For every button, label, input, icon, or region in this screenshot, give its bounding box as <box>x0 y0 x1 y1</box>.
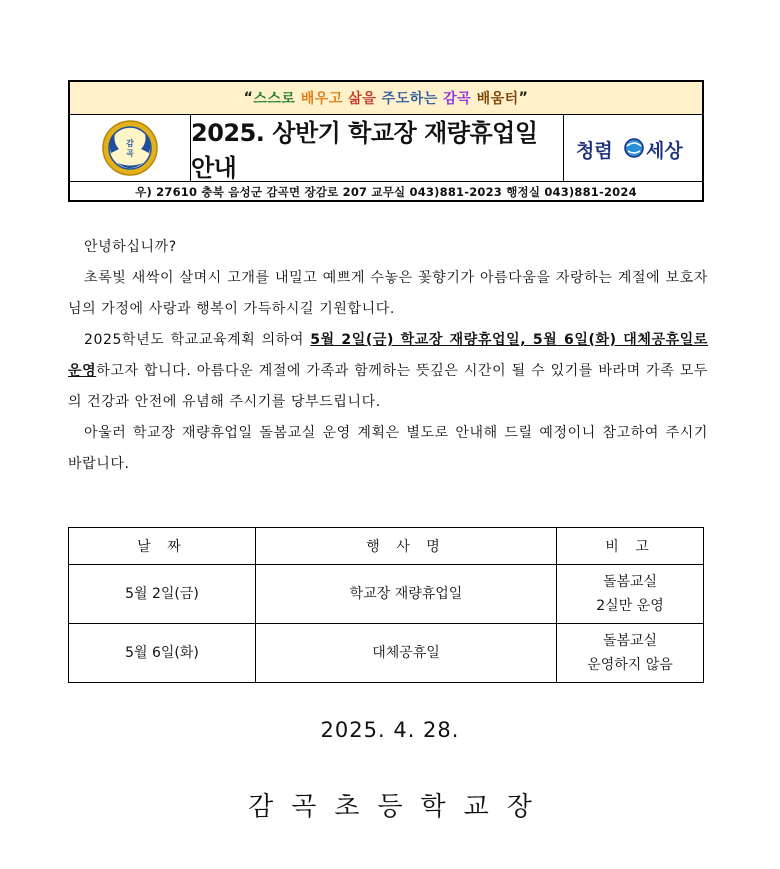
header-note: 비 고 <box>557 528 704 565</box>
brand-left-text: 청렴 <box>576 140 613 162</box>
school-slogan <box>70 82 702 115</box>
paragraph-2-emphasis: 5월 2일(금) 학교장 재량휴업일, 5월 6일(화) 대체공휴일로 운영 <box>68 332 708 379</box>
integrity-brand <box>563 115 702 181</box>
paragraph-2-tail: 하고자 합니다. 아름다운 계절에 가족과 함께하는 뜻깊은 시간이 될 수 있기를 바라며 가족 모두의 건강과 안전에 유념해 주시기를 당부드립니다. <box>68 363 708 410</box>
slogan-word-6: 배움터 <box>476 91 519 107</box>
row-note-line-2: 운영하지 않음 <box>587 657 673 673</box>
letterhead <box>68 80 704 202</box>
row-note-line-1: 돌봄교실 <box>602 574 658 590</box>
row-date: 5월 6일(화) <box>69 624 256 683</box>
school-address: 우) 27610 충북 음성군 감곡면 장감로 207 교무실 043)881-2023 행정실 043)881-2024 <box>135 185 637 199</box>
row-date: 5월 2일(금) <box>69 565 256 624</box>
document-title: 2025. 상반기 학교장 재량휴업일 안내 <box>191 119 538 182</box>
integrity-world-logo-icon <box>574 128 692 168</box>
slogan-word-1: 스스로 <box>253 91 296 107</box>
title-row <box>70 115 702 182</box>
header-event: 행 사 명 <box>256 528 557 565</box>
issue-date: 2025. 4. 28. <box>320 718 460 742</box>
schedule-table <box>68 527 704 683</box>
slogan-close-quote: ” <box>518 90 529 106</box>
paragraph-2-lead: 2025학년도 학교교육계획 의하여 <box>84 332 311 348</box>
table-row <box>69 565 704 624</box>
row-note-line-1: 돌봄교실 <box>602 633 658 649</box>
row-note <box>557 565 704 624</box>
school-emblem-icon <box>101 119 159 177</box>
row-note-line-2: 2실만 운영 <box>596 598 664 614</box>
paragraph-1: 초록빛 새싹이 살며시 고개를 내밀고 예쁘게 수놓은 꽃향기가 아름다움을 자랑하는 계절에 보호자님의 가정에 사랑과 행복이 가득하시길 기원합니다. <box>68 270 708 317</box>
school-logo-cell <box>70 115 191 181</box>
paragraph-2 <box>68 325 708 418</box>
greeting: 안녕하십니까? <box>84 239 177 255</box>
row-event: 학교장 재량휴업일 <box>256 565 557 624</box>
row-note <box>557 624 704 683</box>
svg-text:곡: 곡 <box>126 149 134 158</box>
paragraph-3: 아울러 학교장 재량휴업일 돌봄교실 운영 계획은 별도로 안내해 드릴 예정이니 참고하여 주시기 바랍니다. <box>68 425 708 472</box>
slogan-word-2: 배우고 <box>300 91 343 107</box>
table-header-row <box>69 528 704 565</box>
row-event: 대체공휴일 <box>256 624 557 683</box>
signer-title: 감곡초등학교장 <box>248 792 550 822</box>
brand-right-text: 세상 <box>646 140 683 162</box>
table-row <box>69 624 704 683</box>
svg-text:감: 감 <box>126 139 134 148</box>
header-date: 날 짜 <box>69 528 256 565</box>
slogan-word-3: 삶을 <box>348 91 377 107</box>
slogan-word-4: 주도하는 <box>381 91 438 107</box>
slogan-open-quote: “ <box>243 90 254 106</box>
letter-body <box>68 232 708 480</box>
slogan-word-5: 감곡 <box>443 91 472 107</box>
